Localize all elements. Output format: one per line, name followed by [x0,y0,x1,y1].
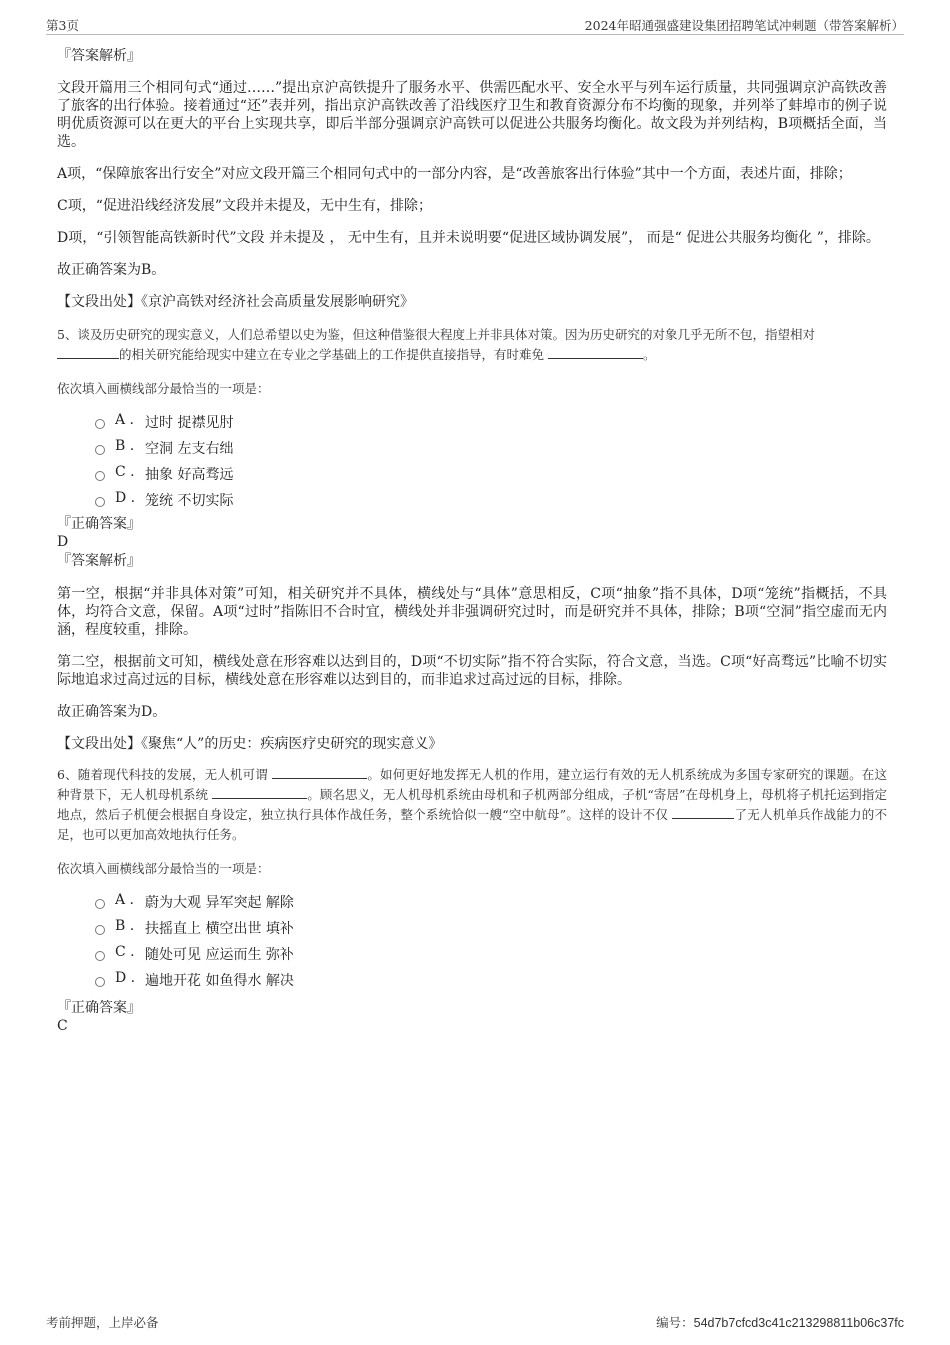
option-b[interactable] [95,917,887,943]
answer-blank [272,766,367,779]
answer-blank [672,806,734,819]
option-a[interactable] [95,411,887,437]
radio-circle-icon[interactable] [95,419,105,429]
option-d[interactable] [95,969,887,995]
radio-circle-icon[interactable] [95,445,105,455]
source-citation: 【文段出处】《京沪高铁对经济社会高质量发展影响研究》 [57,294,414,310]
footer-slogan: 考前押题，上岸必备 [46,1315,159,1330]
question-text-segment: 5、谈及历史研究的现实意义，人们总希望以史为鉴，但这种借鉴很大程度上并非具体对策。因为历史研究的对象几乎无所不包，指望相对 [57,327,815,342]
question-text-segment: 。如何更好地发挥无人机的作用，建立运行有效的无人机系统成为多国专家研究的课题。在这种背景下，无人机母机系统 [57,767,887,802]
page-number: 第3页 [46,18,79,33]
answer-blank [57,346,119,359]
question-6-text [57,765,887,845]
option-letter: C . [115,464,135,480]
option-d[interactable] [95,489,887,515]
document-code [656,1313,904,1331]
question-6-options [57,891,887,995]
analysis-paragraph: 文段开篇用三个相同句式“通过……”提出京沪高铁提升了服务水平、供需匹配水平、安全水平与列车运行质量，共同强调京沪高铁改善了旅客的出行体验。接着通过“还”表并列，指出京沪高铁改善了沿线医疗卫生和教育资源分布不均衡的现象，并列举了蚌埠市的例子说明优质资源可以在更大的平台上实现共享，即后半部分强调京沪高铁可以促进公共服务均衡化。故文段为并列结构，B项概括全面，当选。 [57,80,887,150]
analysis-paragraph: C项，“促进沿线经济发展”文段并未提及，无中生有，排除； [57,198,433,214]
correct-answer: D [57,534,69,550]
radio-circle-icon[interactable] [95,925,105,935]
analysis-paragraph: A项，“保障旅客出行安全”对应文段开篇三个相同句式中的一部分内容，是“改善旅客出行体验”其中一个方面，表述片面，排除； [57,166,852,182]
radio-circle-icon[interactable] [95,471,105,481]
option-text: 空洞 左支右绌 [145,441,234,457]
answer-blank [548,346,643,359]
option-text: 随处可见 应运而生 弥补 [145,947,294,963]
option-letter: D . [115,970,136,986]
analysis-label: 『答案解析』 [57,48,141,64]
question-text-segment: 6、随着现代科技的发展，无人机可谓 [57,767,268,782]
question-5-options [57,411,887,515]
correct-answer: C [57,1018,68,1034]
option-text: 蔚为大观 异军突起 解除 [145,895,294,911]
option-text: 过时 捉襟见肘 [145,415,234,431]
option-c[interactable] [95,943,887,969]
answer-statement: 故正确答案为B。 [57,262,166,278]
radio-circle-icon[interactable] [95,899,105,909]
option-letter: A . [115,412,135,428]
radio-circle-icon[interactable] [95,497,105,507]
option-b[interactable] [95,437,887,463]
question-text-segment: 。 [643,347,656,362]
page-content [57,46,887,1035]
analysis-paragraph: D项，“引领智能高铁新时代”文段 并未提及 ， 无中生有，且并未说明要“促进区域协调发展”， 而是“ 促进公共服务均衡化 ”，排除。 [57,230,880,246]
answer-statement: 故正确答案为D。 [57,704,167,720]
answer-blank [212,786,307,799]
option-letter: C . [115,944,135,960]
option-letter: A . [115,892,135,908]
code-label: 编号： [656,1315,694,1330]
question-text-segment: 。顾名思义，无人机母机系统由母机和子机两部分组成，子机“寄居”在母机身上，母机将子机托运到指定地点，然后子机便会根据自身设定，独立执行具体作战任务，整个系统恰似一艘“空中航母”。这样的设计不仅 [57,787,887,822]
radio-circle-icon[interactable] [95,951,105,961]
option-text: 遍地开花 如鱼得水 解决 [145,973,294,989]
option-a[interactable] [95,891,887,917]
document-title: 2024年昭通强盛建设集团招聘笔试冲刺题（带答案解析） [584,18,904,33]
option-text: 笼统 不切实际 [145,493,234,509]
option-c[interactable] [95,463,887,489]
page-header [46,14,904,35]
analysis-paragraph: 第二空，根据前文可知，横线处意在形容难以达到目的，D项“不切实际”指不符合实际，符合文意，当选。C项“好高骛远”比喻不切实际地追求过高过远的目标，横线处意在形容难以达到目的，而非追求过高过远的目标，排除。 [57,654,887,688]
analysis-paragraph: 第一空，根据“并非具体对策”可知，相关研究并不具体，横线处与“具体”意思相反，C项“抽象”指不具体，D项“笼统”指概括，不具体，均符合文意，保留。A项“过时”指陈旧不合时宜，横线处并非强调研究过时，而是研究并不具体，排除；B项“空洞”指空虚而无内涵，程度较重，排除。 [57,586,887,638]
question-5-instruction: 依次填入画横线部分最恰当的一项是： [57,381,270,396]
question-6-instruction: 依次填入画横线部分最恰当的一项是： [57,861,270,876]
option-text: 扶摇直上 横空出世 填补 [145,921,294,937]
option-letter: B . [115,438,135,454]
question-5-text [57,325,887,365]
option-text: 抽象 好高骛远 [145,467,234,483]
option-letter: D . [115,490,136,506]
source-citation: 【文段出处】《聚焦“人”的历史：疾病医疗史研究的现实意义》 [57,736,443,752]
correct-answer-label: 『正确答案』 [57,516,141,532]
question-text-segment: 了无人机单兵作战能力的不足，也可以更加高效地执行任务。 [57,807,887,842]
correct-answer-label: 『正确答案』 [57,1000,141,1016]
question-text-segment: 的相关研究能给现实中建立在专业之学基础上的工作提供直接指导，有时难免 [119,347,545,362]
radio-circle-icon[interactable] [95,977,105,987]
analysis-label: 『答案解析』 [57,553,141,569]
option-letter: B . [115,918,135,934]
code-value: 54d7b7cfcd3c41c213298811b06c37fc [693,1316,904,1330]
